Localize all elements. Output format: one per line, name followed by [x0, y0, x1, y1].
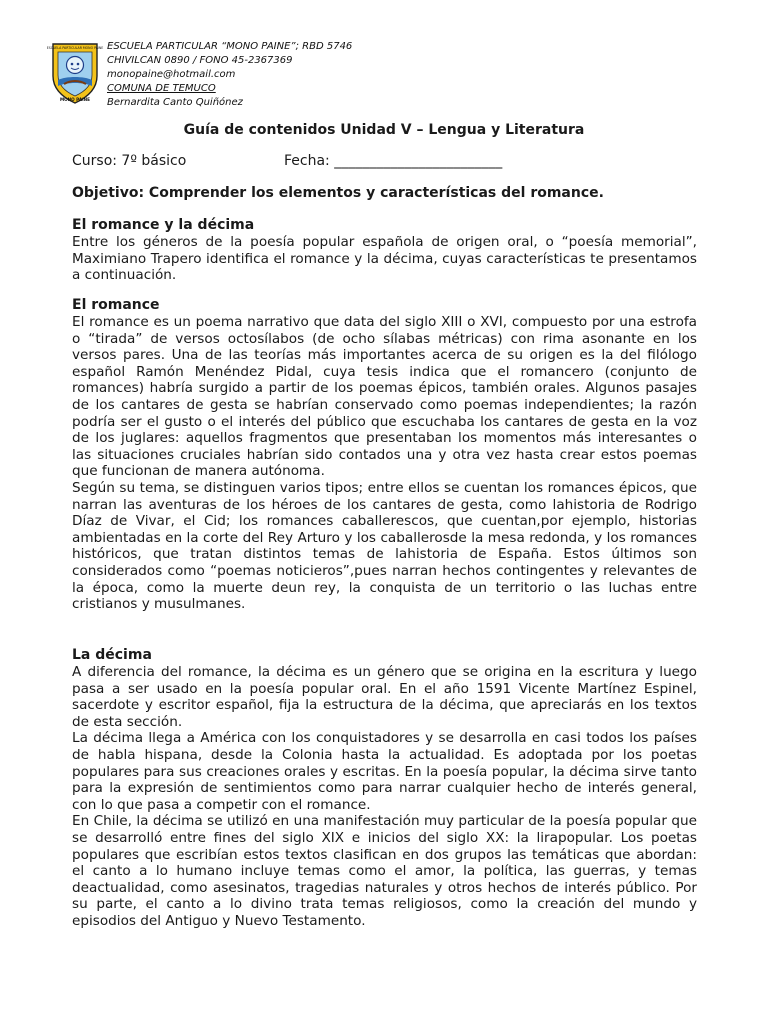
section-romance: [72, 296, 697, 613]
section-heading: El romance y la décima: [72, 217, 255, 233]
paragraph: Entre los géneros de la poesía popular española de origen oral, o “poesía memorial”, Maximiano Trapero identifica el romance y la décima, cuyas características te presentamos a continuación.: [72, 234, 697, 284]
logo-top-text: ESCUELA PARTICULAR MONO PAINE: [46, 46, 104, 50]
paragraph: Según su tema, se distinguen varios tipos; entre ellos se cuentan los romances épicos, que narran las aventuras de los héroes de los cantares de gesta, como lahistoria de Rodrigo Díaz de Vivar, el Cid; los romances caballerescos, que cuentan,por ejemplo, historias ambientadas en la corte del Rey Arturo y los caballerosde la mesa redonda, y los romances históricos, que tratan distintos temas de lahistoria de España. Estos últimos son considerados como “poemas noticieros”,pues narran hechos contingentes y relevantes de la época, como la muerte deun rey, la conquista de un territorio o las luchas entre cristianos y musulmanes.: [72, 479, 697, 613]
school-name-line: ESCUELA PARTICULAR “MONO PAINE”; RBD 5746: [107, 41, 353, 52]
school-email: monopaine@hotmail.com: [107, 69, 236, 80]
section-decima: [72, 646, 697, 930]
paragraph: A diferencia del romance, la décima es un género que se origina en la escritura y luego pasa a ser usado en la poesía popular oral. En el año 1591 Vicente Martínez Espinel, sacerdote y escritor español, fija la estructura de la décima, que apreciarás en los textos de esta sección.: [72, 664, 697, 730]
paragraph: La décima llega a América con los conquistadores y se desarrolla en casi todos los países de habla hispana, desde la Colonia hasta la actualidad. Es adoptada por los poetas populares para sus creaciones orales y escritas. En la poesía popular, la décima sirve tanto para la expresión de sentimientos como para narrar cualquier hecho de interés general, con lo que pasa a competir con el romance.: [72, 730, 697, 813]
document-title: Guía de contenidos Unidad V – Lengua y Literatura: [183, 122, 585, 138]
school-director: Bernardita Canto Quiñónez: [107, 97, 243, 108]
section-heading: La décima: [72, 647, 152, 663]
logo-bottom-text: MONO PAINE: [59, 97, 91, 102]
objective: Objetivo: Comprender los elementos y características del romance.: [72, 185, 604, 201]
section-heading: El romance: [72, 297, 160, 313]
paragraph: El romance es un poema narrativo que data del siglo XIII o XVI, compuesto por una estrofa o “tirada” de versos octosílabos (de ocho sílabas métricas) con rima asonante en los versos pares. Una de las teorías más importantes acerca de su origen es la del filólogo español Ramón Menéndez Pidal, cuya tesis indica que el romancero (conjunto de romances) habría surgido a partir de los poemas épicos, también orales. Algunos pasajes de los cantares de gesta se habrían conservado como poemas independientes; la razón podría ser el gusto o el interés del público que escuchaba los cantares de gesta en la voz de los juglares: aquellos fragmentos que presentaban los momentos más interesantes o las situaciones cruciales habrían sido contados una y otra vez hasta crear estos poemas que funcionan de manera autónoma.: [72, 314, 697, 480]
paragraph: En Chile, la décima se utilizó en una manifestación muy particular de la poesía popular que se desarrolló entre fines del siglo XIX e inicios del siglo XX: la lirapopular. Los poetas populares que escribían estos textos clasifican en dos grupos las temáticas que abordan: el canto a lo humano incluye temas como el amor, la política, las guerras, y temas deactualidad, como asesinatos, tragedias naturales y otros hechos de interés público. Por su parte, el canto a lo divino trata temas religiosos, como la creación del mundo y episodios del Antiguo y Nuevo Testamento.: [72, 813, 697, 929]
date-field: Fecha: ________________________: [284, 153, 503, 169]
course-date-row: [72, 152, 502, 170]
school-logo: [46, 40, 104, 106]
school-commune: COMUNA DE TEMUCO: [107, 83, 216, 94]
course-label: Curso: 7º básico: [72, 153, 187, 169]
school-address-line: CHIVILCAN 0890 / FONO 45-2367369: [107, 55, 293, 66]
section-intro: [72, 216, 697, 284]
school-info: [107, 40, 507, 110]
